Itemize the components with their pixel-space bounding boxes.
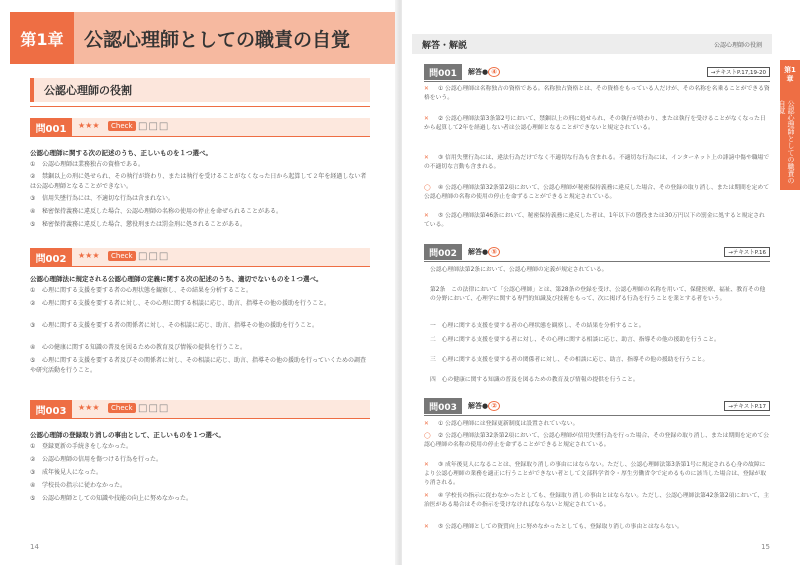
option-number: ③ xyxy=(30,195,36,202)
left-page xyxy=(0,0,398,565)
explanation-number: ③ xyxy=(438,155,444,161)
incorrect-mark-icon: ✕ xyxy=(424,524,429,530)
check-boxes[interactable]: □□□ xyxy=(138,251,170,262)
explanation-paragraph: 三 心理に関する支援を要する者の関係者に対し、その相談に応じ、助言、指導その他の援助を行うこと。 xyxy=(430,357,709,363)
answer-label xyxy=(468,247,500,257)
option-number: ② xyxy=(30,173,36,180)
question-stem: 公認心理師に関する次の記述のうち、正しいものを１つ選べ。 xyxy=(30,149,212,157)
incorrect-mark-icon: ✕ xyxy=(424,155,429,161)
chapter-header xyxy=(10,12,395,64)
tab-chapter-title: 公認心理師としての職責の自覚 xyxy=(778,100,795,184)
answer-divider xyxy=(424,81,770,82)
option-text: 公認心理師としての知識や技能の向上に努めなかった。 xyxy=(42,495,193,502)
text-reference: →テキストP.17 xyxy=(724,401,770,411)
answer-value: ⑤ xyxy=(488,247,500,257)
option-item xyxy=(30,220,370,230)
option-text: 秘密保持義務に違反した場合、懲役刑または罰金刑に処されることがある。 xyxy=(42,221,247,228)
explanation-text: 公認心理師法第3条第2号において、禁錮以上の刑に処せられ、その執行が終わり、または執行を受けることがなくなった日から起算して2年を経過しない者は公認心理師となることができないと規定されている。 xyxy=(424,116,766,131)
option-number: ④ xyxy=(30,208,36,215)
answer-label-text: 解答● xyxy=(468,402,489,410)
answer-number: 問003 xyxy=(424,398,462,414)
explanation-text: 公認心理師には登録更新制度は設置されていない。 xyxy=(445,421,579,427)
option-item xyxy=(30,207,370,217)
answer-section-header xyxy=(412,34,772,54)
explanation-number: ④ xyxy=(438,493,444,499)
explanation-number: ② xyxy=(438,433,444,439)
answer-section-title: 解答・解説 xyxy=(422,41,468,51)
answer-label xyxy=(468,67,500,77)
answer-label xyxy=(468,401,500,411)
section-divider xyxy=(30,106,370,107)
explanation-number: ② xyxy=(438,116,444,122)
option-text: 心理に関する支援を要する者に対し、その心理に関する相談に応じ、助言、指導その他の援助を行うこと。 xyxy=(42,300,331,307)
explanation-text: 公認心理師法第46条において、秘密保持義務に違反した者は、1年以下の懲役または30万円以下の罰金に処すると規定されている。 xyxy=(424,213,765,228)
explanation-paragraph: 第2条 この法律において「公認心理師」とは、第28条の登録を受け、公認心理師の名称を用いて、保健医療、福祉、教育その他の分野において、心理学に関する専門的知識及び技術をもって、次に掲げる行為を行うことを業とする者をいう。 xyxy=(430,287,766,302)
answer-number: 問002 xyxy=(424,244,462,260)
right-page xyxy=(402,0,800,565)
difficulty-stars: ★★★ xyxy=(78,251,100,260)
option-item xyxy=(30,481,370,491)
option-number: ③ xyxy=(30,469,36,476)
answer-number: 問001 xyxy=(424,64,462,80)
option-number: ③ xyxy=(30,322,36,329)
option-number: ⑤ xyxy=(30,221,36,228)
question-header xyxy=(30,118,370,136)
explanation-paragraph: 四 心の健康に関する知識の普及を図るための教育及び情報の提供を行うこと。 xyxy=(430,377,639,383)
answer-divider xyxy=(424,415,770,416)
explanation-text: 信用失墜行為には、違法行為だけでなく不適切な行為も含まれる。不適切な行為には、インターネット上の誹謗中傷や職場での不適切な言動も含まれる。 xyxy=(424,155,770,170)
option-number: ④ xyxy=(30,344,36,351)
explanation-text: 公認心理師は名称独占の資格である。名称独占資格とは、その資格をもっている人だけが、その名称を名乗ることができる資格をいう。 xyxy=(424,86,770,101)
option-number: ① xyxy=(30,161,36,168)
chapter-number: 第1章 xyxy=(10,12,74,64)
section-header xyxy=(30,78,370,102)
option-item xyxy=(30,194,370,204)
question-header xyxy=(30,400,370,418)
option-number: ⑤ xyxy=(30,495,36,502)
answer-header xyxy=(424,64,770,80)
answer-label-text: 解答● xyxy=(468,248,489,256)
explanation-number: ① xyxy=(438,421,444,427)
answer-value: ④ xyxy=(488,67,500,77)
check-label: Check xyxy=(108,403,136,413)
option-text: 心理に関する支援を要する者の関係者に対し、その相談に応じ、助言、指導その他の援助を行うこと。 xyxy=(42,322,319,329)
explanation-paragraph: 一 心理に関する支援を要する者の心理状態を観察し、その結果を分析すること。 xyxy=(430,323,645,329)
question-divider xyxy=(30,136,370,137)
option-item xyxy=(30,343,370,353)
answer-header xyxy=(424,398,770,414)
question-number: 問001 xyxy=(30,118,72,136)
chapter-title: 公認心理師としての職責の自覚 xyxy=(84,29,351,51)
explanation-number: ③ xyxy=(438,462,444,468)
correct-mark-icon: ◯ xyxy=(424,185,431,191)
option-number: ④ xyxy=(30,482,36,489)
option-text: 学校長の指示に従わなかった。 xyxy=(42,482,127,489)
explanation-item xyxy=(424,523,770,532)
option-item xyxy=(30,160,370,170)
option-text: 公認心理師の信用を傷つける行為を行った。 xyxy=(42,456,163,463)
incorrect-mark-icon: ✕ xyxy=(424,493,429,499)
incorrect-mark-icon: ✕ xyxy=(424,116,429,122)
check-boxes[interactable]: □□□ xyxy=(138,403,170,414)
option-text: 信用失墜行為には、不適切な行為は含まれない。 xyxy=(42,195,175,202)
explanation-item xyxy=(424,184,770,202)
question-header xyxy=(30,248,370,266)
explanation-item xyxy=(424,432,770,450)
option-text: 禁錮以上の刑に処せられ、その執行が終わり、または執行を受けることがなくなった日から起算して２年を経過しない者は公認心理師となることができない。 xyxy=(30,173,367,190)
question-number: 問003 xyxy=(30,400,72,418)
explanation-item xyxy=(424,85,770,103)
check-boxes[interactable]: □□□ xyxy=(138,121,170,132)
option-item xyxy=(30,172,370,192)
option-item xyxy=(30,356,370,376)
explanation-item xyxy=(424,420,770,429)
explanation-paragraph: 二 心理に関する支援を要する者に対し、その心理に関する相談に応じ、助言、指導その他の援助を行うこと。 xyxy=(430,337,720,343)
answer-header xyxy=(424,244,770,260)
question-divider xyxy=(30,418,370,419)
explanation-text: 公認心理師法第32条第2項において、公認心理師が信用失墜行為を行った場合、その登録の取り消し、または期間を定めて公認心理師の名称の使用の停止を命ずることができると規定されている。 xyxy=(424,433,770,448)
answer-section-subtitle: 公認心理師の役割 xyxy=(713,42,762,49)
answer-value: ② xyxy=(488,401,500,411)
difficulty-stars: ★★★ xyxy=(78,403,100,412)
option-item xyxy=(30,468,370,478)
question-number: 問002 xyxy=(30,248,72,266)
difficulty-stars: ★★★ xyxy=(78,121,100,130)
question-stem: 公認心理師法に規定される公認心理師の定義に関する次の記述のうち、適切でないものを１つ選べ。 xyxy=(30,275,323,283)
explanation-number: ⑤ xyxy=(438,213,444,219)
section-title: 公認心理師の役割 xyxy=(44,84,132,97)
option-item xyxy=(30,442,370,452)
chapter-side-tab xyxy=(780,60,800,190)
option-item xyxy=(30,286,370,296)
question-divider xyxy=(30,266,370,267)
check-label: Check xyxy=(108,251,136,261)
text-reference: →テキストP.16 xyxy=(724,247,770,257)
explanation-text: 学校長の指示に従わなかったとしても、登録取り消しの事由とはならない。ただし、公認心理師法第42条第2項において、主治医がある場合はその指示を受けなければならないと規定されている。 xyxy=(424,493,770,508)
explanation-item xyxy=(424,492,770,510)
tab-chapter-number: 第1章 xyxy=(784,66,796,83)
explanation-item xyxy=(424,115,770,133)
option-text: 心の健康に関する知識の普及を図るための教育及び情報の提供を行うこと。 xyxy=(42,344,247,351)
option-text: 心理に関する支援を要する者及びその関係者に対し、その相談に応じ、助言、指導その他の援助を行っていくための調査や研究活動を行うこと。 xyxy=(30,357,367,374)
option-number: ② xyxy=(30,456,36,463)
question-stem: 公認心理師の登録取り消しの事由として、正しいものを１つ選べ。 xyxy=(30,431,225,439)
explanation-number: ⑤ xyxy=(438,524,444,530)
incorrect-mark-icon: ✕ xyxy=(424,213,429,219)
option-text: 秘密保持義務に違反した場合、公認心理師の名称の使用の停止を命ぜられることがある。 xyxy=(42,208,283,215)
option-number: ② xyxy=(30,300,36,307)
explanation-number: ④ xyxy=(438,185,444,191)
option-number: ① xyxy=(30,443,36,450)
explanation-paragraph: 公認心理師法第2条において、公認心理師の定義が規定されている。 xyxy=(430,267,608,273)
option-item xyxy=(30,321,370,331)
option-text: 登録更新の手続きをしなかった。 xyxy=(42,443,133,450)
explanation-item xyxy=(424,461,770,488)
option-text: 公認心理師は業務独占の資格である。 xyxy=(42,161,145,168)
explanation-text: 公認心理師法第32条第2項において、公認心理師が秘密保持義務に違反した場合、その登録の取り消し、または期間を定めて公認心理師の名称の使用の停止を命ずることができると規定されている。 xyxy=(424,185,770,200)
option-number: ⑤ xyxy=(30,357,36,364)
option-text: 成年後見人になった。 xyxy=(42,469,103,476)
answer-label-text: 解答● xyxy=(468,68,489,76)
correct-mark-icon: ◯ xyxy=(424,433,431,439)
explanation-text: 成年後見人になることは、登録取り消しの事由にはならない。ただし、公認心理師法第3条第1号に規定される心身の故障により公認心理師の業務を適正に行うことができない者として文部科学省令・厚生労働省令で定めるものに該当した場合は、登録が取り消される。 xyxy=(424,462,767,486)
option-text: 心理に関する支援を要する者の心理状態を観察し、その結果を分析すること。 xyxy=(42,287,253,294)
explanation-number: ① xyxy=(438,86,444,92)
incorrect-mark-icon: ✕ xyxy=(424,86,429,92)
explanation-item xyxy=(424,154,770,172)
check-label: Check xyxy=(108,121,136,131)
incorrect-mark-icon: ✕ xyxy=(424,421,429,427)
option-item xyxy=(30,455,370,465)
incorrect-mark-icon: ✕ xyxy=(424,462,429,468)
option-item xyxy=(30,494,370,504)
page-number: 14 xyxy=(30,543,39,551)
page-number: 15 xyxy=(761,543,770,551)
explanation-text: 公認心理師としての資質向上に努めなかったとしても、登録取り消しの事由とはならない。 xyxy=(445,524,683,530)
option-item xyxy=(30,299,370,309)
answer-divider xyxy=(424,261,770,262)
explanation-item xyxy=(424,212,770,230)
option-number: ① xyxy=(30,287,36,294)
text-reference: →テキストP.17,19-20 xyxy=(707,67,770,77)
